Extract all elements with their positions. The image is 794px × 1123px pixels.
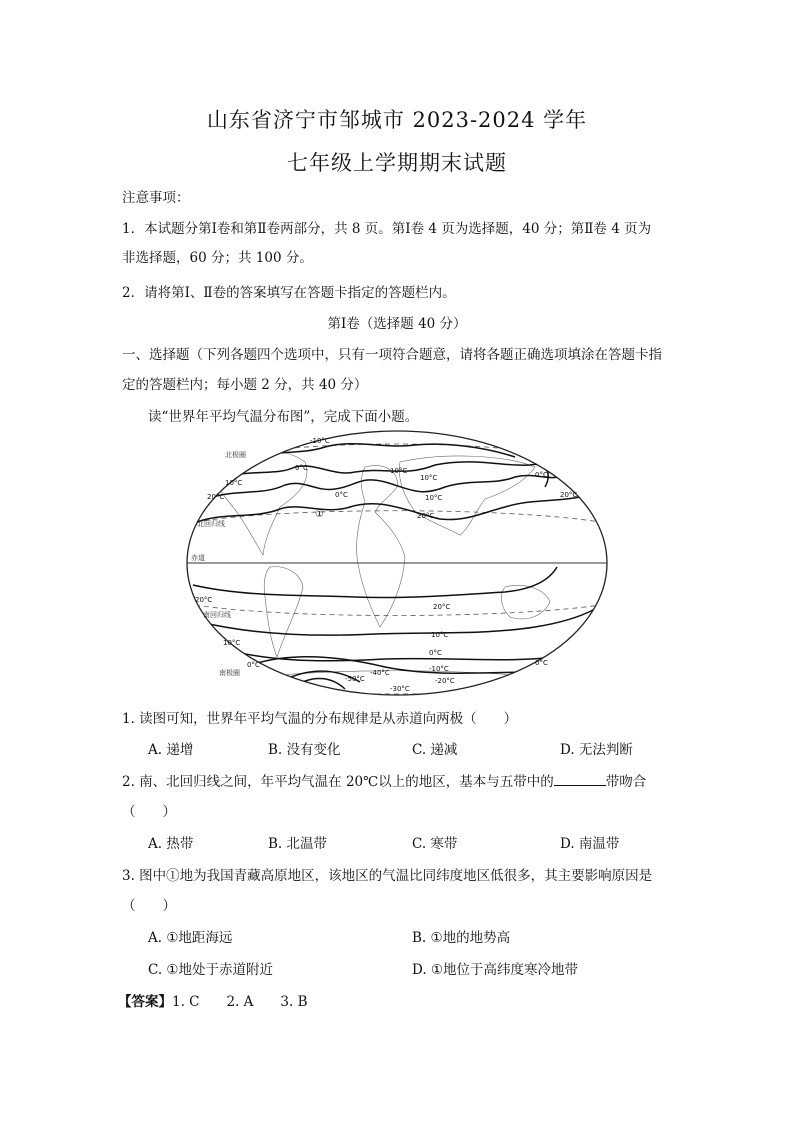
question-2-option-b[interactable]: B. 北温带	[268, 836, 328, 852]
isotherm-label: 10°C	[425, 494, 443, 502]
isotherm-label: 10°C	[225, 479, 243, 487]
world-temperature-map	[185, 427, 610, 697]
isotherm-label: 20°C	[560, 491, 578, 499]
question-3-option-a[interactable]: A. ①地距海远	[148, 930, 233, 946]
question-3-stem: 3. 图中①地为我国青藏高原地区，该地区的气温比同纬度地区低很多，其主要影响原因是	[122, 868, 653, 884]
isotherm-label: 0°C	[335, 491, 348, 499]
page-title: 山东省济宁市邹城市 2023-2024 学年	[206, 108, 588, 132]
section-lead: 读“世界年平均气温分布图”，完成下面小题。	[148, 409, 419, 425]
location-marker-1: ①	[315, 509, 324, 520]
answer-line	[118, 990, 308, 1010]
question-2-paren: （ ）	[122, 804, 176, 820]
isotherm-label: 10°C	[223, 639, 241, 647]
question-1-option-a[interactable]: A. 递增	[148, 742, 194, 758]
isotherm-label: 10°C	[390, 467, 408, 475]
notes-item-1a: 1．本试题分第Ⅰ卷和第Ⅱ卷两部分，共 8 页。第Ⅰ卷 4 页为选择题，40 分；第Ⅱ卷 4 页为	[122, 221, 652, 237]
isotherm-label: 10°C	[420, 474, 438, 482]
isotherm-label: -50°C	[345, 675, 365, 683]
section-intro-a: 一、选择题（下列各题四个选项中，只有一项符合题意，请将各题正确选项填涂在答题卡指	[122, 347, 662, 363]
equator-label: 赤道	[191, 554, 205, 562]
question-2-stem-end: 带吻合	[605, 774, 647, 790]
question-1-option-c[interactable]: C. 递减	[412, 742, 458, 758]
isotherm-label: -20°C	[435, 677, 455, 685]
isotherm-label: 0°C	[295, 464, 308, 472]
isotherm-label: -10°C	[310, 437, 330, 445]
question-2-option-a[interactable]: A. 热带	[148, 836, 194, 852]
page-subtitle: 七年级上学期期末试题	[287, 151, 507, 175]
isotherm-label: 0°C	[247, 661, 260, 669]
question-2-stem-text: 2. 南、北回归线之间，年平均气温在 20℃以上的地区，基本与五带中的	[122, 774, 554, 790]
section-intro-b: 定的答题栏内；每小题 2 分，共 40 分）	[122, 377, 368, 393]
tropic-of-cancer-label: 北回归线	[197, 520, 225, 528]
isotherm-label: 20°C	[417, 512, 435, 520]
question-1-option-d[interactable]: D. 无法判断	[560, 742, 633, 758]
isotherm-label: 10°C	[431, 631, 449, 639]
question-2-option-c[interactable]: C. 寒带	[412, 836, 458, 852]
isotherm-label: -30°C	[390, 685, 410, 693]
isotherm-label: 20°C	[433, 603, 451, 611]
isotherm-label: 0°C	[429, 649, 442, 657]
question-1-stem: 1. 读图可知，世界年平均气温的分布规律是从赤道向两极（ ）	[122, 711, 518, 727]
notes-item-2: 2．请将第Ⅰ、Ⅱ卷的答案填写在答题卡指定的答题栏内。	[122, 285, 456, 301]
answer-blank	[554, 773, 606, 786]
question-3-option-d[interactable]: D. ①地位于高纬度寒冷地带	[412, 962, 579, 978]
tropic-of-capricorn-label: 南回归线	[203, 611, 231, 619]
antarctic-circle-label: 南极圈	[219, 669, 240, 677]
answer-values: 1. C 2. A 3. B	[172, 994, 308, 1010]
isotherm-label: -40°C	[370, 669, 390, 677]
section-title: 第Ⅰ卷（选择题 40 分）	[327, 316, 467, 332]
question-1-option-b[interactable]: B. 没有变化	[268, 742, 341, 758]
isotherm-label: -10°C	[429, 665, 449, 673]
question-3-option-b[interactable]: B. ①地的地势高	[412, 930, 511, 946]
isotherm-label: 20°C	[195, 596, 213, 604]
answer-label: 【答案】	[118, 994, 172, 1010]
isotherm-label: 20°C	[207, 493, 225, 501]
isotherm-label: 0°C	[535, 471, 548, 479]
isotherm-label: 0°C	[535, 659, 548, 667]
question-3-option-c[interactable]: C. ①地处于赤道附近	[148, 962, 274, 978]
question-2-stem	[122, 770, 646, 790]
question-2-option-d[interactable]: D. 南温带	[560, 836, 620, 852]
notes-heading: 注意事项：	[122, 190, 190, 206]
arctic-circle-label: 北极圈	[225, 451, 246, 459]
question-3-paren: （ ）	[122, 898, 176, 914]
notes-item-1b: 非选择题，60 分；共 100 分。	[122, 250, 313, 266]
